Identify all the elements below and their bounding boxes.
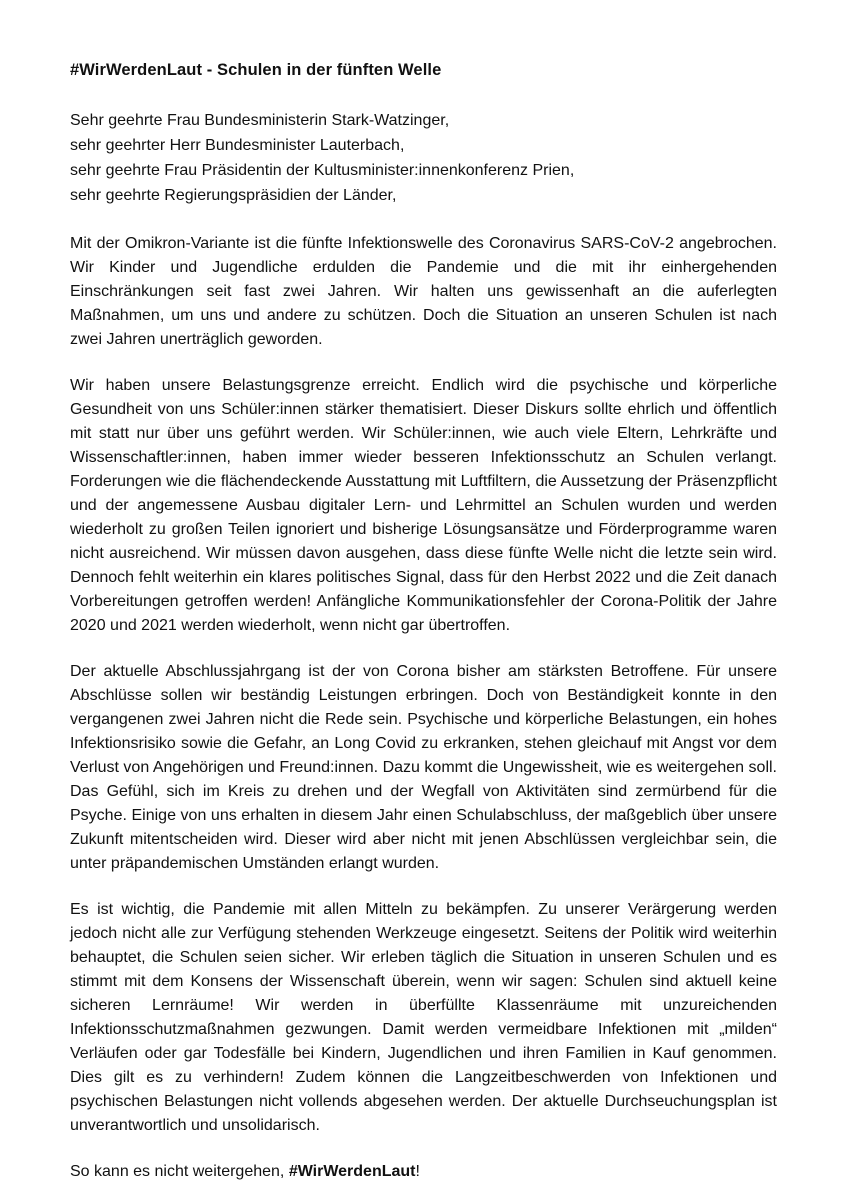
salutation-line-1: Sehr geehrte Frau Bundesministerin Stark-Watzinger,: [70, 112, 450, 129]
salutation-line-3: sehr geehrte Frau Präsidentin der Kultusminister:innenkonferenz Prien,: [70, 162, 575, 179]
closing-hashtag: #WirWerdenLaut: [288, 1163, 416, 1180]
salutation-block: [70, 108, 777, 208]
closing-suffix: !: [415, 1163, 420, 1180]
letter-title: #WirWerdenLaut - Schulen in der fünften Welle: [70, 61, 442, 79]
closing-line: [70, 1160, 777, 1184]
paragraph-abschlussjahrgang: Der aktuelle Abschlussjahrgang ist der von Corona bisher am stärksten Betroffene. Für unsere Abschlüsse sollen wir beständig Leistungen erbringen. Doch von Beständigkeit konnte in den vergangenen zwei Jahren nicht die Rede sein. Psychische und körperliche Belastungen, ein hohes Infektionsrisiko sowie die Gefahr, an Long Covid zu erkranken, stehen gleichauf mit Angst vor dem Verlust von Angehörigen und Freund:innen. Dazu kommt die Ungewissheit, wie es weitergehen soll. Das Gefühl, sich im Kreis zu drehen und der Wegfall von Aktivitäten sind zermürbend für die Psyche. Einige von uns erhalten in diesem Jahr einen Schulabschluss, der maßgeblich über unsere Zukunft mitentscheiden wird. Dieser wird aber nicht mit jenen Abschlüssen vergleichbar sein, die unter präpandemischen Umständen erlangt wurden.: [70, 663, 777, 872]
paragraph-omikron-welle: Mit der Omikron-Variante ist die fünfte Infektionswelle des Coronavirus SARS-CoV-2 angebrochen. Wir Kinder und Jugendliche erdulden die Pandemie und die mit ihr einhergehenden Einschränkungen seit fast zwei Jahren. Wir halten uns gewissenhaft an die auferlegten Maßnahmen, um uns und andere zu schützen. Doch die Situation an unseren Schulen ist nach zwei Jahren unerträglich geworden.: [70, 235, 777, 348]
salutation-line-2: sehr geehrter Herr Bundesminister Lauterbach,: [70, 137, 405, 154]
paragraph-belastungsgrenze: Wir haben unsere Belastungsgrenze erreicht. Endlich wird die psychische und körperliche Gesundheit von uns Schüler:innen stärker thematisiert. Dieser Diskurs sollte ehrlich und öffentlich mit statt nur über uns geführt werden. Wir Schüler:innen, wie auch viele Eltern, Lehrkräfte und Wissenschaftler:innen, haben immer wieder besseren Infektionsschutz an Schulen verlangt. Forderungen wie die flächendeckende Ausstattung mit Luftfiltern, die Aussetzung der Präsenzpflicht und der angemessene Ausbau digitaler Lern- und Lehrmittel an Schulen wurden und werden wiederholt zu großen Teilen ignoriert und bisherige Lösungsansätze und Förderprogramme waren nicht ausreichend. Wir müssen davon ausgehen, dass diese fünfte Welle nicht die letzte sein wird. Dennoch fehlt weiterhin ein klares politisches Signal, dass für den Herbst 2022 und die Zeit danach Vorbereitungen getroffen werden! Anfängliche Kommunikationsfehler der Corona-Politik der Jahre 2020 und 2021 werden wiederholt, wenn nicht gar übertroffen.: [70, 377, 777, 634]
paragraph-pandemie-bekaempfen: Es ist wichtig, die Pandemie mit allen Mitteln zu bekämpfen. Zu unserer Verärgerung werden jedoch nicht alle zur Verfügung stehenden Werkzeuge eingesetzt. Seitens der Politik wird weiterhin behauptet, die Schulen seien sicher. Wir erleben täglich die Situation in unseren Schulen und es stimmt mit dem Konsens der Wissenschaft überein, wenn wir sagen: Schulen sind aktuell keine sicheren Lernräume! Wir werden in überfüllte Klassenräume mit unzureichenden Infektionsschutzmaßnahmen gezwungen. Damit werden vermeidbare Infektionen mit „milden“ Verläufen oder gar Todesfälle bei Kindern, Jugendlichen und ihren Familien in Kauf genommen. Dies gilt es zu verhindern! Zudem können die Langzeitbeschwerden von Infektionen und psychischen Belastungen nicht vollends abgesehen werden. Der aktuelle Durchseuchungsplan ist unverantwortlich und unsolidarisch.: [70, 901, 777, 1134]
salutation-line-4: sehr geehrte Regierungspräsidien der Länder,: [70, 187, 397, 204]
closing-prefix: So kann es nicht weitergehen,: [70, 1163, 289, 1180]
